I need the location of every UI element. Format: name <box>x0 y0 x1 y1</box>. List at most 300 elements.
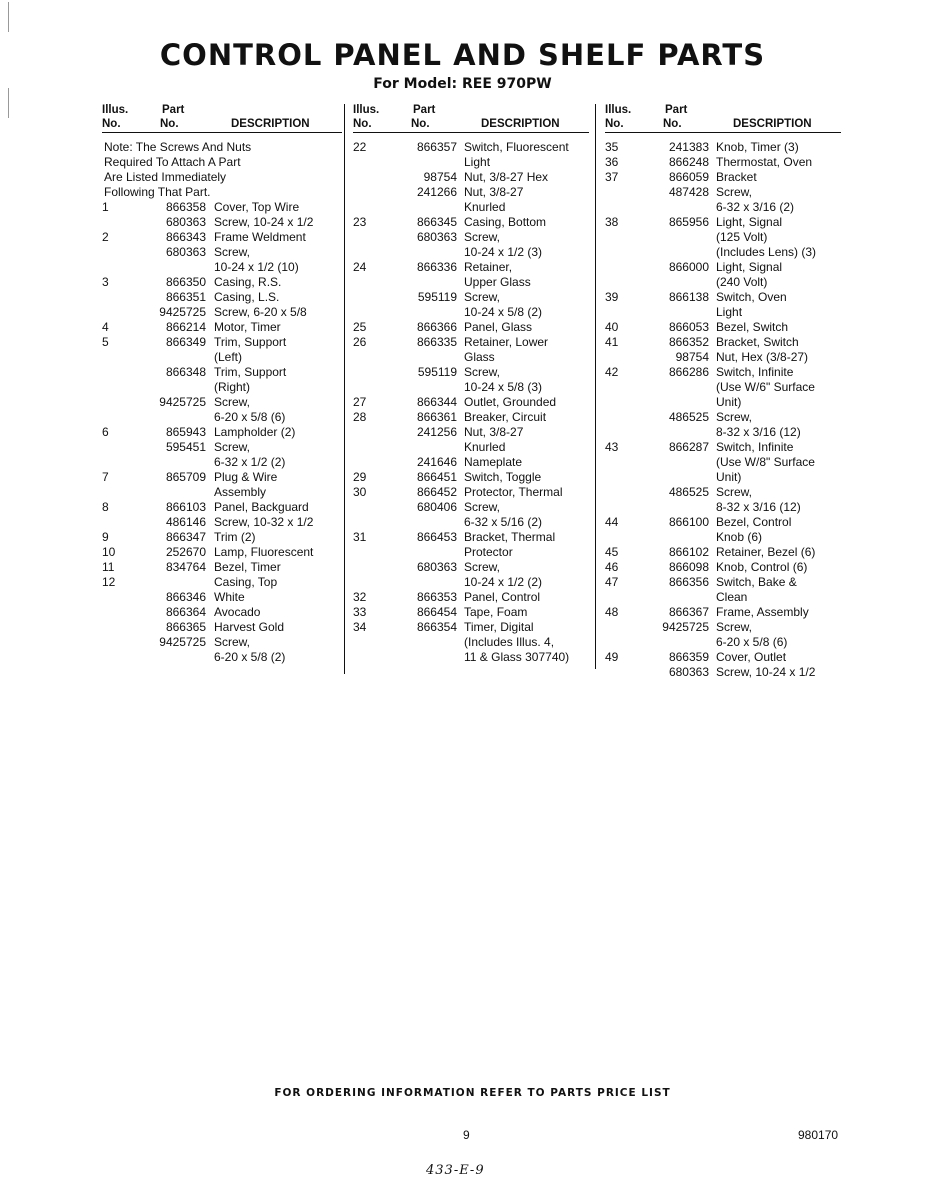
part-number: 680363 <box>165 215 206 229</box>
part-number: 866365 <box>165 620 206 634</box>
illus-number <box>102 365 136 395</box>
part-number: 865943 <box>165 425 206 439</box>
part-row <box>605 605 841 620</box>
part-row <box>102 395 342 425</box>
part-row <box>102 635 342 665</box>
part-row <box>605 155 841 170</box>
part-number: 866357 <box>416 140 457 154</box>
part-description: Switch, Fluorescent Light <box>464 140 569 169</box>
part-number: 866350 <box>165 275 206 289</box>
part-number: 680363 <box>416 560 457 574</box>
page-number: 9 <box>463 1128 470 1142</box>
part-description: Screw, 10-24 x 5/8 (2) <box>464 290 543 319</box>
part-row <box>353 410 589 425</box>
parts-column-2 <box>353 104 589 665</box>
illus-number: 7 <box>102 470 109 484</box>
illus-number: 22 <box>353 140 367 154</box>
illus-number: 45 <box>605 545 619 559</box>
part-number: 866138 <box>668 290 709 304</box>
part-number: 866452 <box>416 485 457 499</box>
part-row <box>102 275 342 290</box>
part-row <box>102 245 342 275</box>
part-number: 866364 <box>165 605 206 619</box>
part-description: Panel, Control <box>464 590 541 604</box>
illus-number: 9 <box>102 530 109 544</box>
part-description: Tape, Foam <box>464 605 528 619</box>
part-description: Casing, Bottom <box>464 215 547 229</box>
part-row <box>605 560 841 575</box>
part-description: Screw, 6-32 x 5/16 (2) <box>464 500 543 529</box>
part-row <box>353 230 589 260</box>
part-header-line1: Part <box>665 104 688 116</box>
part-number: 98754 <box>423 170 457 184</box>
part-description: Screw, 8-32 x 3/16 (12) <box>716 410 801 439</box>
part-number: 595451 <box>165 440 206 454</box>
page-title: CONTROL PANEL AND SHELF PARTS <box>159 38 766 72</box>
illus-number: 26 <box>353 335 367 349</box>
illus-number: 5 <box>102 335 109 349</box>
part-description: Lampholder (2) <box>214 425 296 439</box>
part-number: 680363 <box>416 230 457 244</box>
illus-number <box>605 620 639 650</box>
part-number: 9425725 <box>662 620 709 634</box>
part-row <box>102 425 342 440</box>
part-description: Screw, 8-32 x 3/16 (12) <box>716 485 801 514</box>
part-row <box>605 215 841 260</box>
part-description: Screw, 10-24 x 1/2 <box>716 665 816 679</box>
illus-number: 11 <box>102 560 115 574</box>
part-number: 866348 <box>165 365 206 379</box>
illus-number: 1 <box>102 200 109 214</box>
part-description: Casing, L.S. <box>214 290 280 304</box>
part-description: White <box>214 590 245 604</box>
part-number: 680363 <box>668 665 709 679</box>
part-description: Knob, Timer (3) <box>716 140 799 154</box>
illus-number <box>353 230 387 260</box>
illus-number <box>102 635 136 665</box>
part-number: 866358 <box>165 200 206 214</box>
illus-header-line2: No. <box>102 117 121 130</box>
part-description: Retainer, Lower Glass <box>464 335 549 364</box>
illus-number: 32 <box>353 590 367 604</box>
part-number: 486146 <box>165 515 206 529</box>
ordering-footer: FOR ORDERING INFORMATION REFER TO PARTS PRICE LIST <box>274 1087 671 1099</box>
illus-number: 47 <box>605 575 619 589</box>
part-row <box>353 290 589 320</box>
column-header <box>353 104 589 133</box>
part-number: 9425725 <box>159 395 206 409</box>
part-row <box>102 545 342 560</box>
part-description: Screw, 10-32 x 1/2 <box>214 515 314 529</box>
part-row <box>102 575 342 590</box>
part-row <box>605 185 841 215</box>
parts-list <box>605 140 841 680</box>
part-description: Switch, Infinite (Use W/8" Surface Unit) <box>716 440 815 484</box>
part-number: 486525 <box>668 485 709 499</box>
part-number: 9425725 <box>159 305 206 319</box>
illus-number <box>605 665 639 680</box>
part-description: Trim (2) <box>214 530 256 544</box>
part-number: 866000 <box>668 260 709 274</box>
part-number: 866451 <box>416 470 457 484</box>
illus-number: 28 <box>353 410 367 424</box>
part-number: 866248 <box>668 155 709 169</box>
illus-number: 37 <box>605 170 619 184</box>
part-header-line1: Part <box>162 104 185 116</box>
part-number: 866098 <box>668 560 709 574</box>
part-description: Knob, Control (6) <box>716 560 808 574</box>
part-row <box>353 425 589 455</box>
part-row <box>605 350 841 365</box>
part-description: Harvest Gold <box>214 620 285 634</box>
part-number: 866345 <box>416 215 457 229</box>
part-row <box>102 590 342 605</box>
part-number: 866059 <box>668 170 709 184</box>
part-description: Motor, Timer <box>214 320 281 334</box>
part-number: 486525 <box>668 410 709 424</box>
part-description: Light, Signal (240 Volt) <box>716 260 783 289</box>
column-divider <box>344 104 345 674</box>
part-row <box>605 335 841 350</box>
illus-number <box>353 185 387 215</box>
part-description: Casing, Top <box>214 575 278 589</box>
handwritten-note: 433-E-9 <box>426 1163 485 1178</box>
illus-number <box>102 515 136 530</box>
part-row <box>605 620 841 650</box>
part-description: Frame, Assembly <box>716 605 809 619</box>
part-number: 866336 <box>416 260 457 274</box>
illus-number <box>605 185 639 215</box>
illus-number: 42 <box>605 365 619 379</box>
part-row <box>605 140 841 155</box>
part-row <box>605 665 841 680</box>
illus-number: 34 <box>353 620 367 634</box>
part-number: 866349 <box>165 335 206 349</box>
part-description: Screw, 6-32 x 3/16 (2) <box>716 185 795 214</box>
part-description: Screw, 6-20 x 5/8 <box>214 305 307 319</box>
part-row <box>605 320 841 335</box>
part-row <box>102 500 342 515</box>
illus-number <box>353 560 387 590</box>
part-description: Screw, 6-20 x 5/8 (2) <box>214 635 286 664</box>
part-row <box>605 410 841 440</box>
illus-number: 8 <box>102 500 109 514</box>
part-row <box>353 455 589 470</box>
illus-number <box>353 170 387 185</box>
part-number <box>136 575 206 590</box>
illus-number: 27 <box>353 395 367 409</box>
part-number: 866356 <box>668 575 709 589</box>
part-row <box>102 605 342 620</box>
part-number: 866053 <box>668 320 709 334</box>
illus-number: 38 <box>605 215 619 229</box>
column-header <box>102 104 342 133</box>
part-number: 866454 <box>416 605 457 619</box>
illus-number <box>102 440 136 470</box>
part-description: Nut, 3/8-27 Knurled <box>464 425 524 454</box>
part-header-line2: No. <box>411 117 430 130</box>
part-description: Switch, Oven Light <box>716 290 787 319</box>
part-description: Trim, Support (Right) <box>214 365 287 394</box>
part-number: 866354 <box>416 620 457 634</box>
illus-number <box>353 290 387 320</box>
part-number: 866353 <box>416 590 457 604</box>
part-number: 866287 <box>668 440 709 454</box>
part-description: Bracket <box>716 170 757 184</box>
illus-number <box>102 395 136 425</box>
illus-number: 30 <box>353 485 367 499</box>
part-description: Switch, Toggle <box>464 470 542 484</box>
part-number: 241383 <box>668 140 709 154</box>
part-number: 866453 <box>416 530 457 544</box>
illus-number <box>102 290 136 305</box>
part-description: Breaker, Circuit <box>464 410 547 424</box>
part-row <box>353 365 589 395</box>
part-description: Nut, 3/8-27 Knurled <box>464 185 524 214</box>
part-description: Retainer, Bezel (6) <box>716 545 816 559</box>
part-row <box>605 515 841 545</box>
illus-number: 25 <box>353 320 367 334</box>
illus-number: 3 <box>102 275 109 289</box>
illus-number <box>102 590 136 605</box>
part-description: Nut, Hex (3/8-27) <box>716 350 809 364</box>
part-row <box>102 290 342 305</box>
column-divider <box>595 104 596 669</box>
part-row <box>605 260 841 290</box>
part-description: Screw, 10-24 x 5/8 (3) <box>464 365 543 394</box>
scan-edge-mark <box>8 2 9 32</box>
part-description: Retainer, Upper Glass <box>464 260 531 289</box>
part-description: Panel, Glass <box>464 320 533 334</box>
part-row <box>353 260 589 290</box>
illus-number: 41 <box>605 335 619 349</box>
part-row <box>353 170 589 185</box>
illus-number: 43 <box>605 440 619 454</box>
part-row <box>353 140 589 170</box>
illus-number: 29 <box>353 470 367 484</box>
part-row <box>102 305 342 320</box>
illus-number <box>102 245 136 275</box>
part-description: Bezel, Timer <box>214 560 281 574</box>
illus-number <box>102 605 136 620</box>
part-row <box>353 470 589 485</box>
part-description: Trim, Support (Left) <box>214 335 287 364</box>
part-description: Outlet, Grounded <box>464 395 557 409</box>
part-row <box>102 335 342 365</box>
illus-number: 49 <box>605 650 619 664</box>
part-number: 866100 <box>668 515 709 529</box>
illus-number: 39 <box>605 290 619 304</box>
part-row <box>353 485 589 500</box>
part-number: 252670 <box>165 545 206 559</box>
illus-number: 35 <box>605 140 619 154</box>
part-row <box>605 650 841 665</box>
description-header: DESCRIPTION <box>231 118 310 130</box>
illus-number: 4 <box>102 320 109 334</box>
part-description: Screw, 6-20 x 5/8 (6) <box>716 620 788 649</box>
column-header <box>605 104 841 133</box>
part-row <box>102 320 342 335</box>
part-number: 865709 <box>165 470 206 484</box>
part-description: Nut, 3/8-27 Hex <box>464 170 549 184</box>
part-number: 866102 <box>668 545 709 559</box>
part-number: 866347 <box>165 530 206 544</box>
part-row <box>353 335 589 365</box>
illus-number <box>605 350 639 365</box>
part-header-line2: No. <box>663 117 682 130</box>
part-number: 866103 <box>165 500 206 514</box>
description-header: DESCRIPTION <box>481 118 560 130</box>
part-row <box>605 290 841 320</box>
parts-column-1 <box>102 104 342 665</box>
part-description: Nameplate <box>464 455 523 469</box>
part-description: Screw, 10-24 x 1/2 (2) <box>464 560 543 589</box>
screws-note: Note: The Screws And Nuts Required To Attach A Part Are Listed Immediately Following That Part. <box>104 140 252 199</box>
illus-number: 36 <box>605 155 619 169</box>
part-description: Thermostat, Oven <box>716 155 813 169</box>
part-description: Plug & Wire Assembly <box>214 470 278 499</box>
illus-number: 33 <box>353 605 367 619</box>
part-description: Avocado <box>214 605 261 619</box>
part-row <box>353 590 589 605</box>
part-number: 866367 <box>668 605 709 619</box>
illus-number: 12 <box>102 575 116 589</box>
part-number: 595119 <box>417 290 457 304</box>
illus-number <box>102 305 136 320</box>
illus-number: 23 <box>353 215 367 229</box>
illus-number <box>353 425 387 455</box>
illus-header-line1: Illus. <box>605 104 632 116</box>
part-number: 866351 <box>165 290 206 304</box>
part-description: Screw, 10-24 x 1/2 (3) <box>464 230 543 259</box>
part-number: 866366 <box>416 320 457 334</box>
illus-header-line1: Illus. <box>353 104 380 116</box>
part-number: 866343 <box>165 230 206 244</box>
part-row <box>605 440 841 485</box>
scan-edge-mark <box>8 88 9 118</box>
part-description: Cover, Outlet <box>716 650 787 664</box>
part-row <box>353 215 589 230</box>
part-number: 866352 <box>668 335 709 349</box>
part-description: Screw, 10-24 x 1/2 <box>214 215 314 229</box>
part-description: Cover, Top Wire <box>214 200 300 214</box>
part-description: Switch, Infinite (Use W/6" Surface Unit) <box>716 365 815 409</box>
illus-number: 6 <box>102 425 109 439</box>
part-row <box>102 440 342 470</box>
part-number: 680406 <box>416 500 457 514</box>
illus-number: 48 <box>605 605 619 619</box>
part-description: Switch, Bake & Clean <box>716 575 797 604</box>
part-header-line1: Part <box>413 104 436 116</box>
part-row <box>102 230 342 245</box>
part-row <box>102 200 342 215</box>
illus-header-line2: No. <box>605 117 624 130</box>
part-description: Protector, Thermal <box>464 485 563 499</box>
part-number: 865956 <box>668 215 709 229</box>
part-number: 9425725 <box>159 635 206 649</box>
part-row <box>353 395 589 410</box>
part-row <box>102 470 342 500</box>
part-row <box>605 485 841 515</box>
part-description: Screw, 10-24 x 1/2 (10) <box>214 245 299 274</box>
part-row <box>353 530 589 560</box>
illus-number <box>353 500 387 530</box>
part-description: Bracket, Thermal Protector <box>464 530 556 559</box>
part-row <box>102 530 342 545</box>
part-row <box>102 515 342 530</box>
document-number: 980170 <box>798 1128 839 1142</box>
part-description: Casing, R.S. <box>214 275 282 289</box>
part-number: 595119 <box>417 365 457 379</box>
part-number: 680363 <box>165 245 206 259</box>
parts-list <box>353 140 589 665</box>
part-number: 866286 <box>668 365 709 379</box>
illus-number: 10 <box>102 545 116 559</box>
illus-number: 46 <box>605 560 619 574</box>
illus-number: 44 <box>605 515 619 529</box>
part-description: Frame Weldment <box>214 230 306 244</box>
part-row <box>353 320 589 335</box>
part-number: 98754 <box>675 350 709 364</box>
part-number: 241266 <box>416 185 457 199</box>
part-number: 487428 <box>668 185 709 199</box>
description-header: DESCRIPTION <box>733 118 812 130</box>
part-header-line2: No. <box>160 117 179 130</box>
part-number: 866214 <box>165 320 206 334</box>
illus-number: 31 <box>353 530 367 544</box>
model-subtitle: For Model: REE 970PW <box>373 76 552 92</box>
part-row <box>102 365 342 395</box>
part-number: 866359 <box>668 650 709 664</box>
part-description: Bracket, Switch <box>716 335 799 349</box>
part-description: Bezel, Switch <box>716 320 789 334</box>
part-number: 866361 <box>416 410 457 424</box>
illus-number <box>353 455 387 470</box>
part-description: Screw, 6-32 x 1/2 (2) <box>214 440 286 469</box>
part-description: Panel, Backguard <box>214 500 309 514</box>
illus-number: 24 <box>353 260 367 274</box>
illus-number <box>605 410 639 440</box>
part-row <box>102 215 342 230</box>
part-row <box>605 365 841 410</box>
illus-number <box>102 215 136 230</box>
part-row <box>353 500 589 530</box>
part-row <box>102 620 342 635</box>
illus-number <box>605 260 639 290</box>
part-description: Light, Signal (125 Volt) (Includes Lens) (3) <box>716 215 817 259</box>
illus-header-line1: Illus. <box>102 104 129 116</box>
illus-number: 2 <box>102 230 109 244</box>
part-number: 866335 <box>416 335 457 349</box>
part-description: Timer, Digital (Includes Illus. 4, 11 & Glass 307740) <box>464 620 570 664</box>
part-number: 241256 <box>416 425 457 439</box>
part-row <box>353 560 589 590</box>
part-row <box>605 545 841 560</box>
illus-number <box>605 485 639 515</box>
part-row <box>353 605 589 620</box>
part-row <box>353 185 589 215</box>
part-description: Bezel, Control Knob (6) <box>716 515 792 544</box>
part-row <box>605 170 841 185</box>
part-row <box>353 620 589 665</box>
illus-number <box>353 365 387 395</box>
parts-list <box>102 200 342 665</box>
part-row <box>605 575 841 605</box>
illus-number: 40 <box>605 320 619 334</box>
illus-number <box>102 620 136 635</box>
part-number: 866344 <box>416 395 457 409</box>
part-description: Lamp, Fluorescent <box>214 545 314 559</box>
